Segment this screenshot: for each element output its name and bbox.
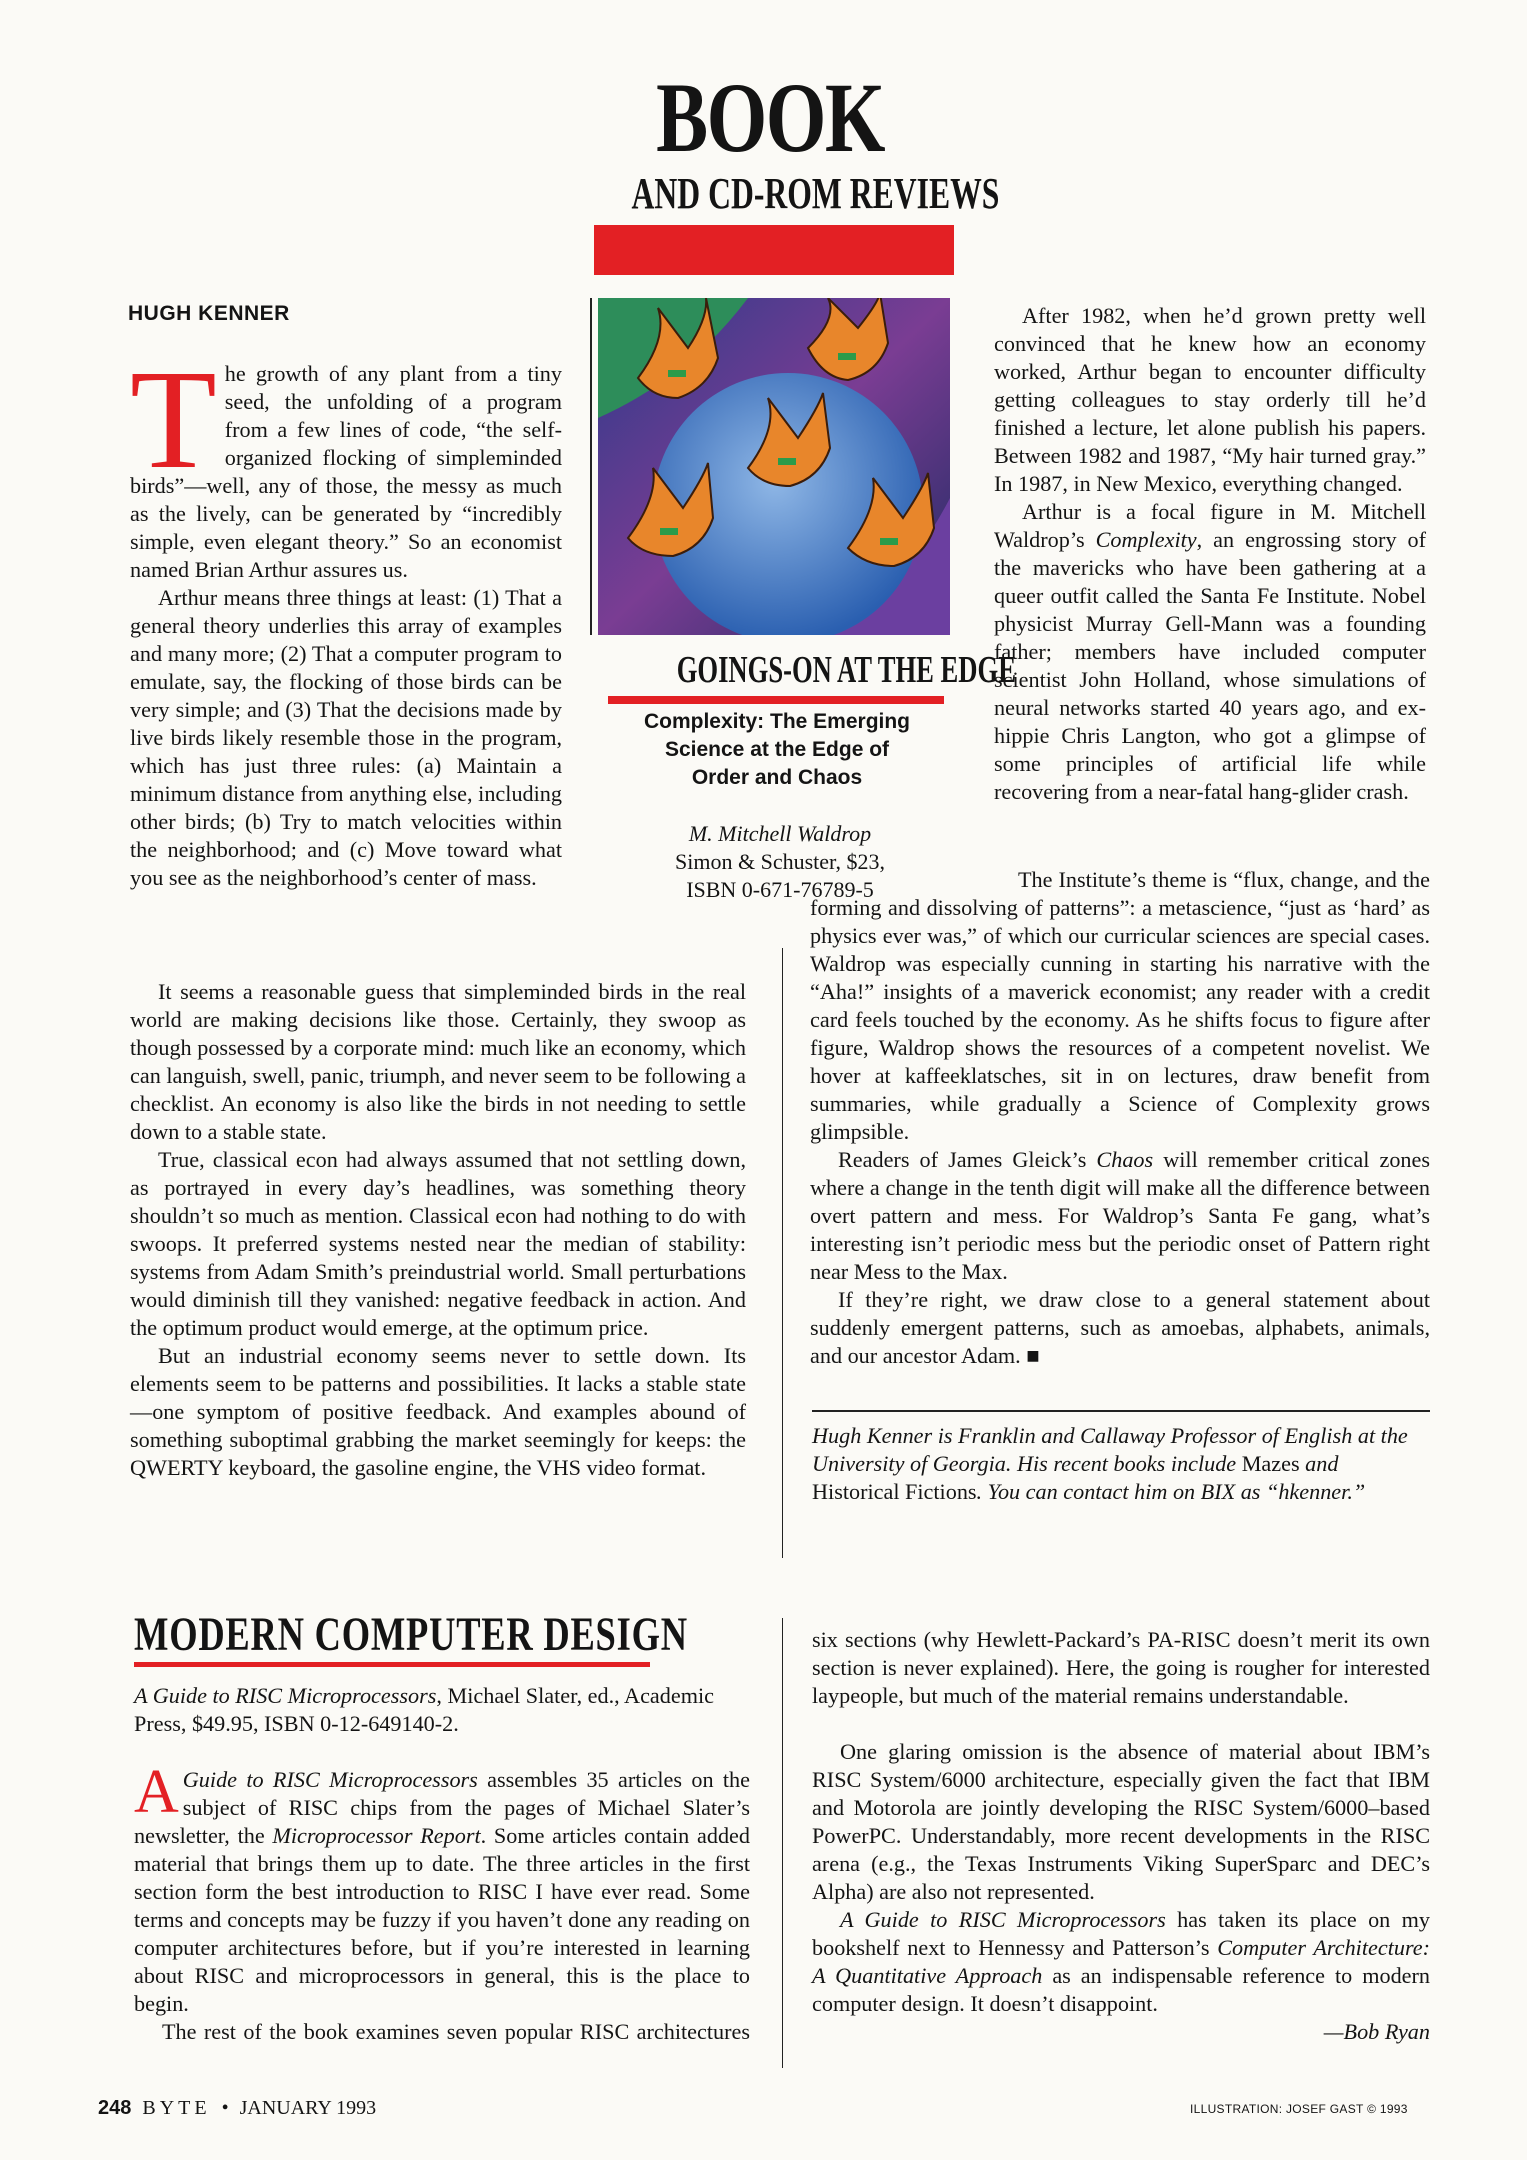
page-number: 248: [98, 2097, 132, 2119]
review2-paragraph-2-start: The rest of the book examines seven popular RISC architectures: [162, 2019, 750, 2044]
review1-paragraph-1: The growth of any plant from a tiny seed, the unfolding of a program from a few lines of code, “the self-organized flocking of simpleminded birds”—well, any of those, the messy as much as the lively, can be generated by “incredibly simple, even elegant theory.” So an economist named Brian Arthur assures us.: [130, 340, 562, 582]
review1-right-wide: [810, 866, 1430, 1370]
column-divider-top: [782, 948, 783, 1558]
section-title: BOOK: [656, 62, 884, 173]
author-bio: Hugh Kenner is Franklin and Callaway Professor of English at the University of Georgia. His recent books include Mazes and Historical Fictions. You can contact him on BIX as “hkenner.”: [812, 1423, 1408, 1504]
section-subtitle: AND CD-ROM REVIEWS: [631, 169, 1000, 218]
review2-paragraph-1: A Guide to RISC Microprocessors assembles 35 articles on the subject of RISC chips from the pages of Michael Slater’s newsletter, the Microprocessor Report. Some articles contain added material that brings them up to date. The three articles in the first section form the best introduction to RISC I have ever read. Some terms and concepts may be fuzzy if you haven’t done any reading on computer architectures before, but if you’re interested in learning about RISC and microprocessors in general, this is the place to begin.: [134, 1758, 750, 2016]
book-title-chaos: Chaos: [1096, 1147, 1154, 1172]
bio-book-mazes: Mazes: [1241, 1451, 1300, 1476]
sidebar-isbn: ISBN 0-671-76789-5: [686, 877, 874, 902]
page-header: [560, 62, 1000, 218]
review2-left-column: [134, 1758, 750, 2046]
review1-right-paragraph-2: Arthur is a focal figure in M. Mitchell Waldrop’s Complexity, an engrossing story of the mavericks who have been gathering at a queer outfit called the Santa Fe Institute. Nobel physicist Murray Gell-Mann was a founding father; members have included computer scientist John Holland, whose simulations of neural networks started 40 years ago, and ex-hippie Chris Langton, who got a glimpse of some principles of artificial life while recovering from a near-fatal hang-glider crash.: [994, 499, 1426, 804]
sidebar-red-rule: [608, 696, 944, 704]
sidebar-headline: GOINGS-ON AT THE EDGE: [676, 649, 1016, 691]
review1-right-paragraph-4: Readers of James Gleick’s Chaos will remember critical zones where a change in the tenth digit will make all the difference between overt pattern and mess. For Waldrop’s Santa Fe gang, what’s interesting isn’t periodic mess but the periodic onset of Pattern right near Mess to the Max.: [810, 1147, 1431, 1284]
review1-paragraph-3: It seems a reasonable guess that simpleminded birds in the real world are making decisions like those. Certainly, they swoop as though possessed by a corporate mind: much like an economy, which can languish, swell, panic, triumph, and never seem to be following a checklist. An economy is also like the birds in not needing to settle down to a stable state.: [130, 979, 746, 1144]
review1-left-column: [130, 340, 562, 892]
end-mark: ■: [1026, 1343, 1040, 1368]
illustration-credit: ILLUSTRATION: JOSEF GAST © 1993: [1190, 2102, 1408, 2116]
review2-right-column: [812, 1626, 1430, 2046]
review1-paragraph-5: But an industrial economy seems never to settle down. Its elements seem to be patterns and possibilities. It lacks a stable state—one symptom of positive feedback. And examples abound of something suboptimal grabbing the market seemingly for keeps: the QWERTY keyboard, the gasoline engine, the VHS video format.: [130, 1343, 746, 1480]
review2-signature: —Bob Ryan: [1323, 2019, 1430, 2044]
review1-paragraph-4: True, classical econ had always assumed that not settling down, as portrayed in every day’s headlines, was something theory shouldn’t so much as mention. Classical econ had nothing to do with swoops. It preferred systems nested near the median of stability: systems from Adam Smith’s preindustrial world. Small perturbations would diminish till they vanished: negative feedback in action. And the optimum product would emerge, at the optimum price.: [130, 1147, 746, 1340]
bio-book-historical-fictions: Historical Fictions: [812, 1479, 977, 1504]
review1-right-paragraph-5: If they’re right, we draw close to a general statement about suddenly emergent patterns, such as amoebas, alphabets, animals, and our ancestor Adam. ■: [810, 1287, 1430, 1368]
review2-paragraph-3: One glaring omission is the absence of material about IBM’s RISC System/6000 architecture, especially given the fact that IBM and Motorola are jointly developing the RISC System/6000–based PowerPC. Understandably, more recent developments in the RISC arena (e.g., the Texas Instruments Viking SuperSparc and DEC’s Alpha) are also not represented.: [812, 1739, 1430, 1904]
sidebar-book-title: Complexity: The Emerging Science at the Edge of Order and Chaos: [643, 710, 911, 789]
magazine-name: BYTE: [142, 2097, 211, 2119]
book-title-complexity: Complexity: [1095, 527, 1197, 552]
review1-paragraph-2: Arthur means three things at least: (1) That a general theory underlies this array of examples and many more; (2) That a computer program to emulate, say, the flocking of those birds can be very simple; and (3) That the decisions made by live birds likely resemble those in the program, which has just three rules: (a) Maintain a minimum distance from anything else, including other birds; (b) Try to match velocities within the neighborhood; and (c) Move toward what you see as the neighborhood’s center of mass.: [130, 585, 562, 890]
sidebar-author: M. Mitchell Waldrop: [688, 821, 872, 846]
drop-cap: T: [130, 340, 217, 498]
review1-right-paragraph-1: After 1982, when he’d grown pretty well convinced that he knew how an economy worked, Arthur began to encounter difficulty getting colleagues to stay orderly till he’d finished a lecture, let alone publish his papers. Between 1982 and 1987, “My hair turned gray.” In 1987, in New Mexico, everything changed.: [994, 303, 1426, 496]
footer-separator: •: [221, 2097, 229, 2119]
review1-left-wide: [130, 978, 746, 1482]
drop-cap-a: A: [134, 1758, 179, 1826]
header-red-bar: [594, 225, 954, 275]
citation-title: A Guide to RISC Microprocessors: [134, 1683, 437, 1708]
review2-citation: A Guide to RISC Microprocessors, Michael Slater, ed., Academic Press, $49.95, ISBN 0-12-649140-2.: [134, 1683, 714, 1736]
bio-rule: [812, 1410, 1430, 1412]
column-divider-bottom: [782, 1618, 783, 2068]
review2-headline: MODERN COMPUTER DESIGN: [134, 1608, 688, 1661]
review2-paragraph-4: A Guide to RISC Microprocessors has taken its place on my bookshelf next to Hennessy and Patterson’s Computer Architecture: A Quantitative Approach as an indispensable reference to modern computer design. It doesn’t disappoint.: [812, 1907, 1431, 2016]
review2-paragraph-2-continued: six sections (why Hewlett-Packard’s PA-RISC doesn’t merit its own section is never explained). Here, the going is rougher for interested laypeople, but much of the material remains understandable.: [812, 1627, 1430, 1708]
review1-right-column: [994, 302, 1426, 806]
sidebar-publisher: Simon & Schuster, $23,: [675, 849, 885, 874]
byline: HUGH KENNER: [128, 302, 290, 325]
birds-illustration: [598, 298, 952, 635]
issue-date: JANUARY 1993: [239, 2097, 377, 2119]
review1-right-paragraph-3: The Institute’s theme is “flux, change, and the forming and dissolving of patterns”: a metascience, “just as ‘hard’ as physics ever was,” of which our curricular sciences are special cases. Waldrop was especially cunning in starting his narrative with the “Aha!” insights of a maverick economist; any reader with a credit card feels touched by the economy. As he shifts focus to figure after figure, Waldrop shows the resources of a competent novelist. We hover at kaffeeklatsches, sit in on lectures, draw benefit from summaries, while gradually a Science of Complexity grows glimpsible.: [810, 867, 1430, 1144]
illustration-frame: [590, 298, 952, 635]
page-footer: [98, 2097, 376, 2120]
review2-red-rule: [134, 1662, 650, 1667]
